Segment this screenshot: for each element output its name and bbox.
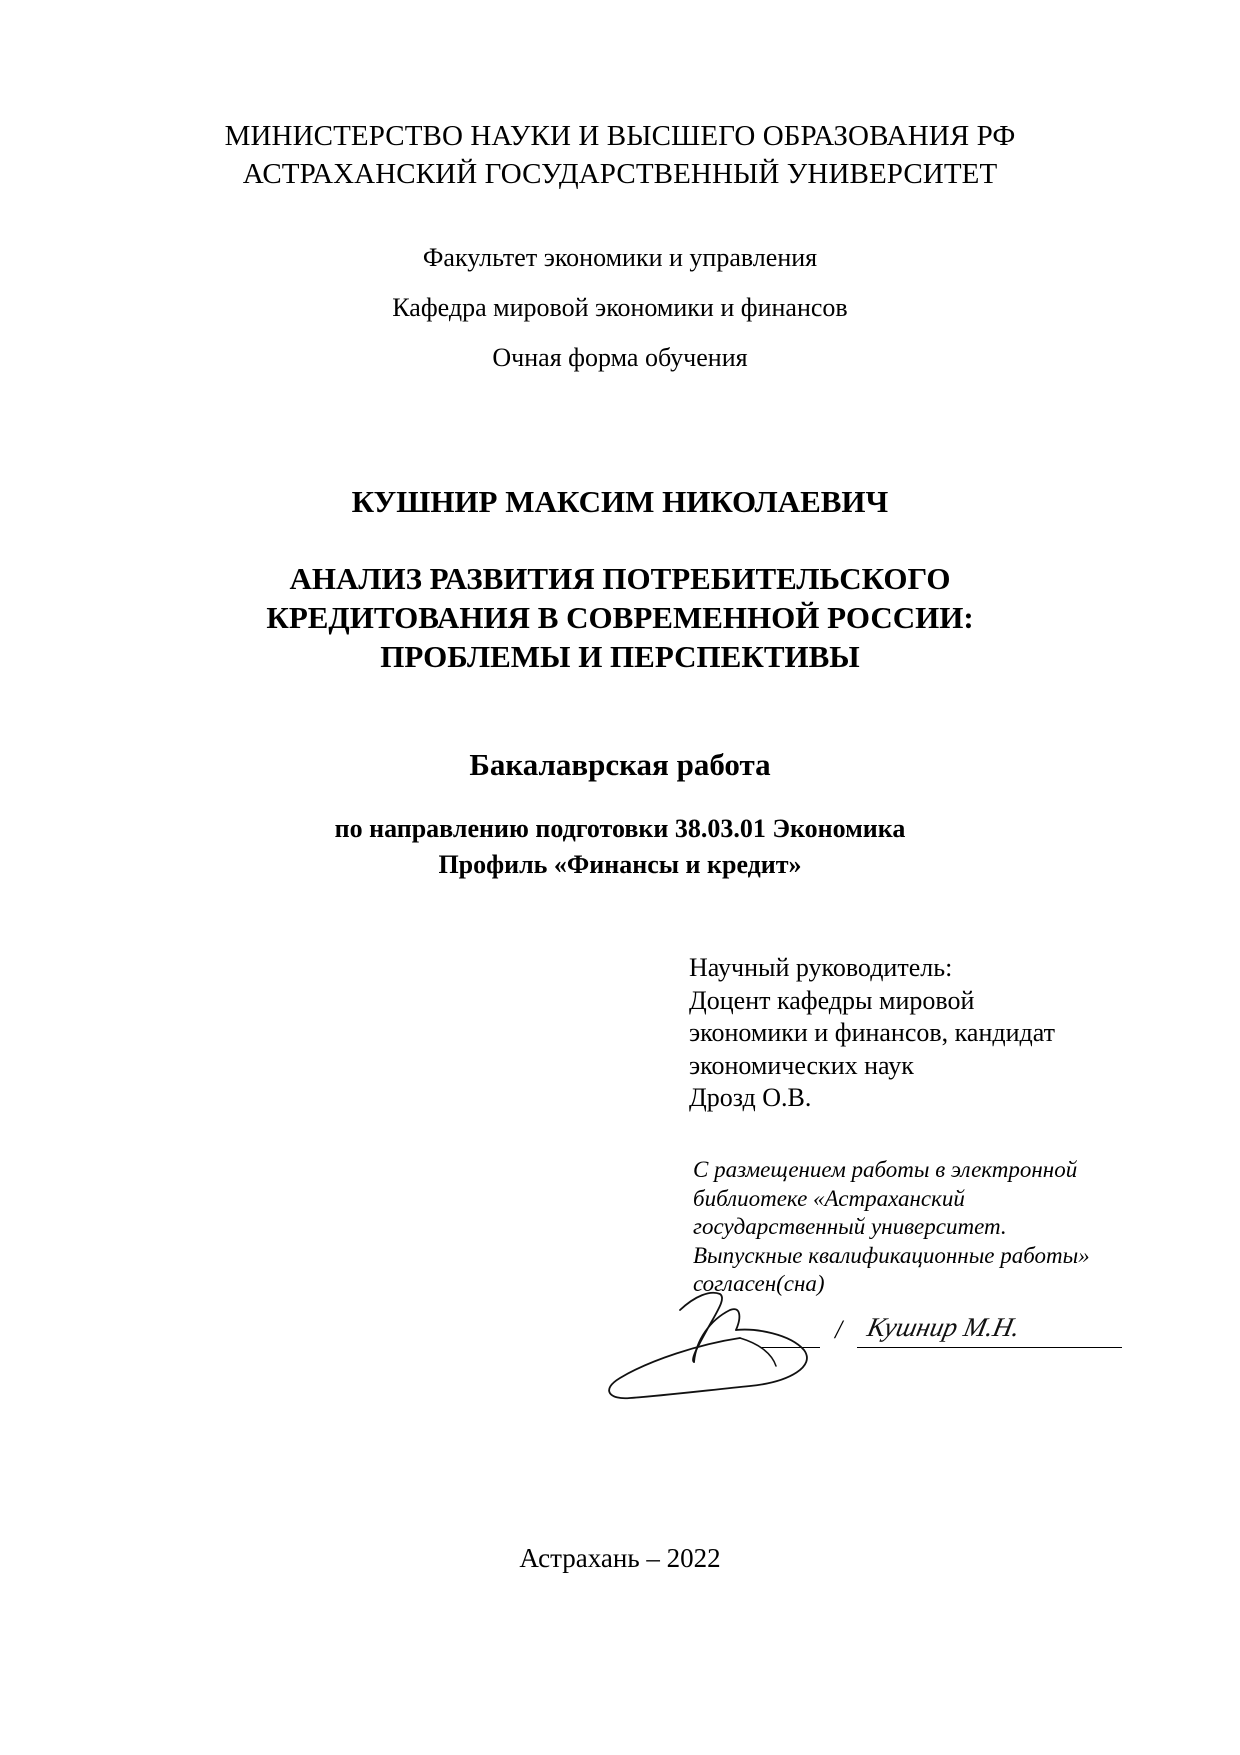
- study-form: Очная форма обучения: [492, 343, 748, 372]
- signature-area: [580, 1270, 1140, 1450]
- department-block: [0, 233, 1240, 383]
- work-type: Бакалаврская работа: [469, 747, 771, 782]
- thesis-title-line: ПРОБЛЕМЫ И ПЕРСПЕКТИВЫ: [380, 639, 860, 674]
- city-year: Астрахань – 2022: [519, 1543, 721, 1573]
- signature-stroke: [609, 1330, 807, 1399]
- supervisor-block: [689, 952, 1149, 1115]
- author-name: КУШНИР МАКСИМ НИКОЛАЕВИЧ: [351, 484, 889, 519]
- supervisor-name: Дрозд О.В.: [689, 1083, 812, 1112]
- thesis-title: [0, 559, 1240, 676]
- supervisor-line: Доцент кафедры мировой: [689, 985, 975, 1015]
- direction-block: [0, 811, 1240, 883]
- chair-name: Кафедра мировой экономики и финансов: [392, 293, 848, 322]
- consent-line: государственный университет.: [693, 1214, 1007, 1239]
- institution-header: [0, 117, 1240, 193]
- signature-stroke: [740, 1338, 776, 1366]
- supervisor-line: Научный руководитель:: [689, 953, 953, 982]
- study-profile: Профиль «Финансы и кредит»: [438, 850, 802, 879]
- thesis-title-line: КРЕДИТОВАНИЯ В СОВРЕМЕННОЙ РОССИИ:: [266, 600, 974, 635]
- handwritten-signature: [580, 1270, 1140, 1450]
- signature-separator: /: [835, 1315, 843, 1344]
- ministry-name: МИНИСТЕРСТВО НАУКИ И ВЫСШЕГО ОБРАЗОВАНИЯ РФ: [224, 120, 1016, 152]
- handwritten-name: Кушнир М.Н.: [864, 1312, 1023, 1342]
- supervisor-line: экономики и финансов, кандидат: [689, 1018, 1055, 1047]
- supervisor-line: экономических наук: [689, 1050, 914, 1080]
- signature-stroke: [680, 1293, 722, 1362]
- consent-line: библиотеке «Астраханский: [693, 1185, 965, 1211]
- signature-stroke: [694, 1309, 739, 1362]
- consent-line: С размещением работы в электронной: [693, 1157, 1078, 1182]
- university-name: АСТРАХАНСКИЙ ГОСУДАРСТВЕННЫЙ УНИВЕРСИТЕТ: [242, 158, 998, 190]
- consent-line: согласен(сна): [693, 1271, 825, 1296]
- faculty-name: Факультет экономики и управления: [422, 243, 818, 272]
- study-direction: по направлению подготовки 38.03.01 Экономика: [334, 814, 906, 843]
- thesis-title-line: АНАЛИЗ РАЗВИТИЯ ПОТРЕБИТЕЛЬСКОГО: [289, 561, 951, 596]
- consent-line: Выпускные квалификационные работы»: [693, 1242, 1090, 1268]
